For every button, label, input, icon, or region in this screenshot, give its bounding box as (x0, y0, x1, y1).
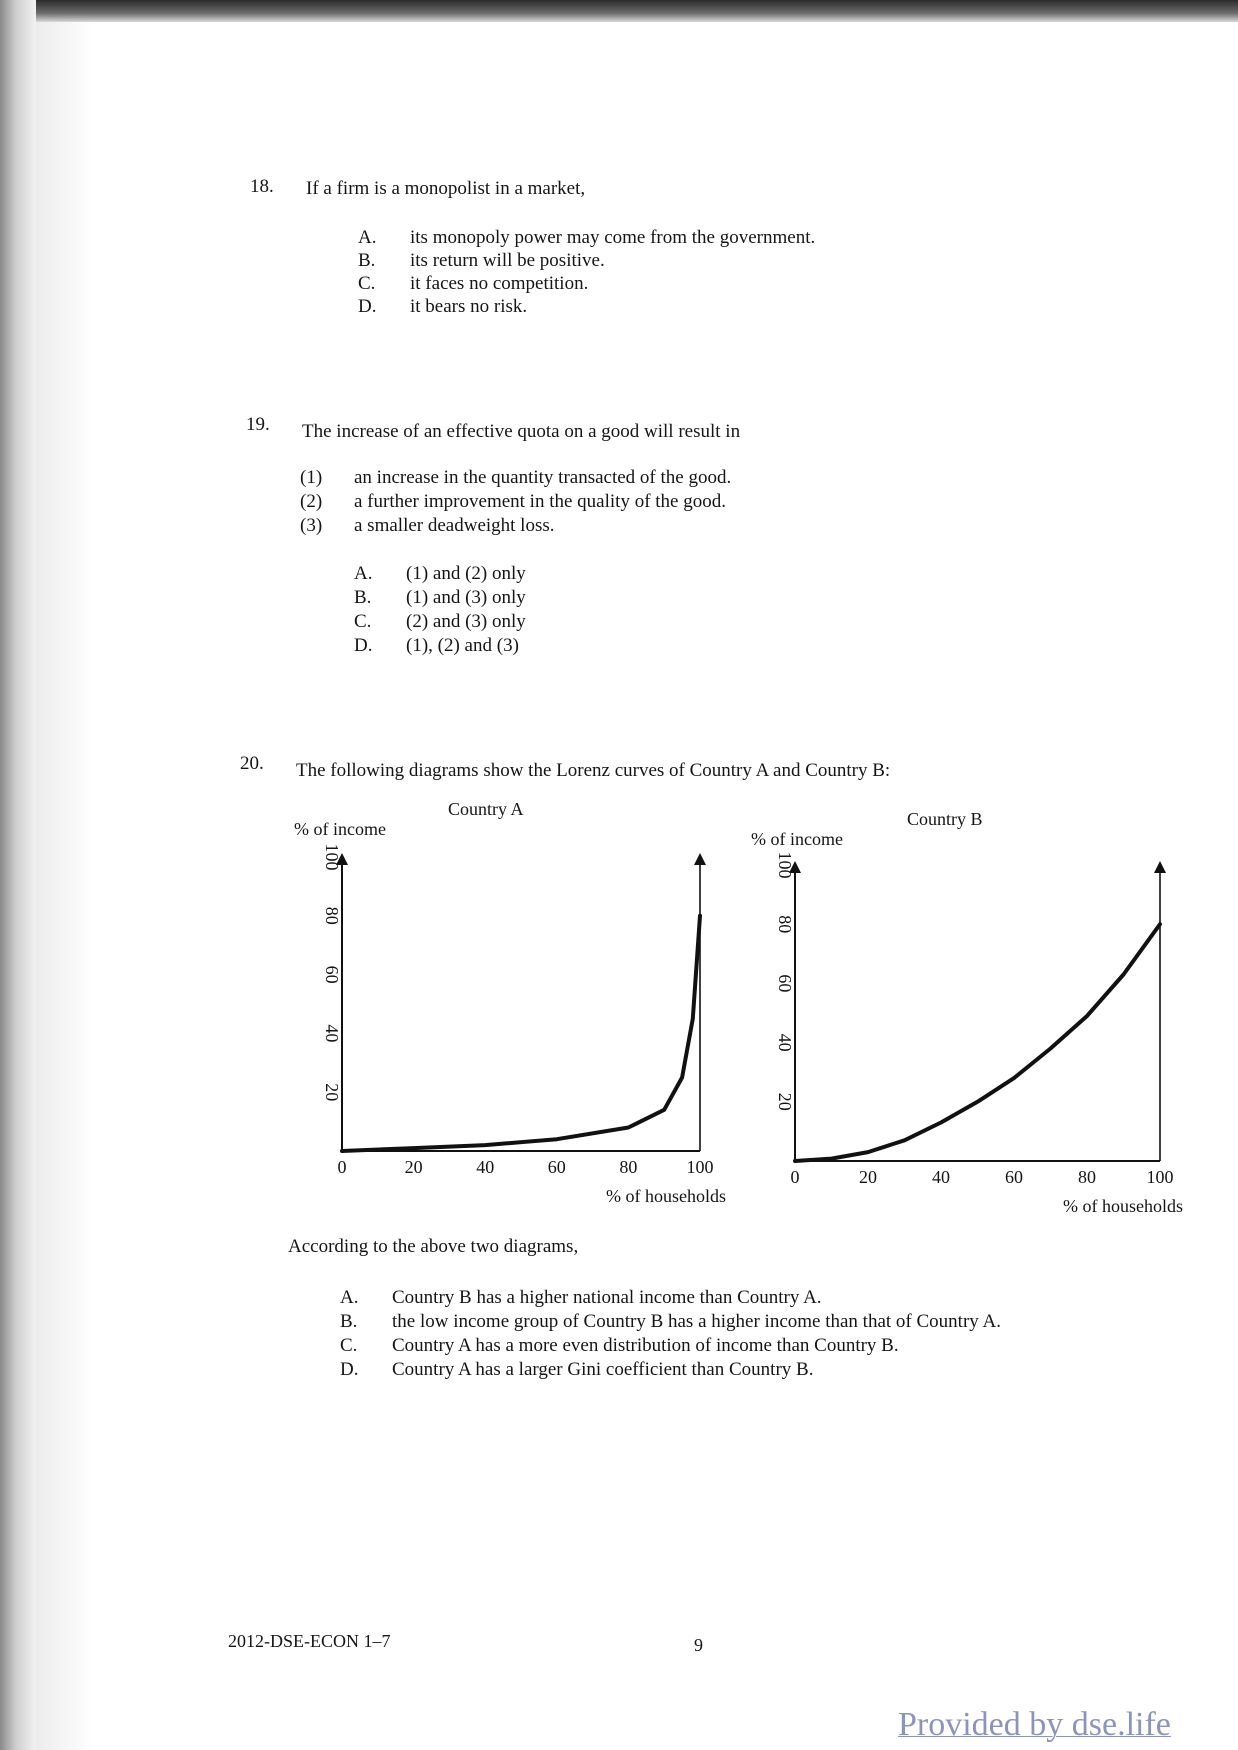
q20-option-c (340, 1334, 899, 1357)
statement-text: a further improvement in the quality of the good. (354, 491, 726, 512)
x-tick-label: 0 (790, 1167, 800, 1187)
chart-b-lorenz-curve (795, 924, 1160, 1161)
x-tick-label: 100 (1146, 1167, 1174, 1187)
x-tick-label: 60 (1005, 1167, 1023, 1187)
y-tick-label: 60 (775, 974, 795, 993)
option-text: its monopoly power may come from the government. (410, 227, 816, 248)
q19-statement-3 (300, 514, 555, 537)
option-text: Country A has a more even distribution of income than Country B. (392, 1335, 899, 1356)
chart-b-x-axis-label: % of households (1063, 1196, 1183, 1216)
y-tick-label: 80 (775, 915, 795, 934)
footer-page-number: 9 (694, 1635, 703, 1655)
option-text: Country B has a higher national income than Country A. (392, 1287, 822, 1308)
y-tick-label: 40 (775, 1033, 795, 1052)
option-text: Country A has a larger Gini coefficient than Country B. (392, 1359, 814, 1380)
x-tick-label: 40 (476, 1157, 495, 1177)
chart-b-right-arrow (1154, 861, 1166, 873)
option-letter: B. (358, 250, 376, 271)
lorenz-chart-country-b (735, 805, 1225, 1225)
option-text: (1) and (2) only (406, 563, 526, 584)
lorenz-chart-country-a (280, 795, 760, 1215)
option-text: it bears no risk. (410, 296, 528, 317)
x-tick-label: 60 (547, 1157, 566, 1177)
option-text: (2) and (3) only (406, 611, 526, 632)
statement-label: (3) (300, 515, 323, 536)
q19-statement-1 (300, 466, 731, 489)
scan-edge-top (0, 0, 1238, 22)
chart-a-right-arrow (694, 853, 706, 865)
y-tick-label: 60 (322, 965, 342, 984)
q20-option-d (340, 1358, 813, 1381)
q19-statement-2 (300, 490, 726, 513)
y-tick-label: 20 (775, 1092, 795, 1111)
y-tick-label: 40 (322, 1024, 342, 1043)
x-tick-label: 40 (932, 1167, 950, 1187)
x-tick-label: 80 (1078, 1167, 1096, 1187)
chart-a-x-axis-label: % of households (606, 1186, 726, 1206)
scan-shadow-left (36, 22, 94, 1750)
option-letter: A. (354, 563, 373, 584)
q18-stem: If a firm is a monopolist in a market, (306, 178, 586, 199)
option-letter: D. (358, 296, 377, 317)
chart-b-y-axis-label: % of income (751, 829, 843, 849)
footer-exam-code: 2012-DSE-ECON 1–7 (228, 1631, 391, 1651)
x-tick-label: 80 (619, 1157, 638, 1177)
option-text: the low income group of Country B has a higher income than that of Country A. (392, 1311, 1001, 1332)
y-tick-label: 20 (322, 1083, 342, 1102)
q19-stem: The increase of an effective quota on a good will result in (302, 421, 741, 442)
chart-a-title: Country A (448, 799, 524, 819)
scan-edge-left (0, 0, 36, 1750)
y-tick-label: 100 (775, 851, 795, 879)
q19-option-b (354, 586, 526, 609)
x-tick-label: 100 (686, 1157, 714, 1177)
q18-option-b (358, 249, 605, 272)
q20-stem: The following diagrams show the Lorenz curves of Country A and Country B: (296, 760, 891, 781)
option-letter: B. (354, 587, 372, 608)
x-tick-label: 0 (337, 1157, 347, 1177)
statement-label: (1) (300, 467, 323, 488)
option-letter: C. (358, 273, 376, 294)
q20-option-b (340, 1310, 1001, 1333)
q20-after-text: According to the above two diagrams, (288, 1236, 579, 1257)
q20-option-a (340, 1286, 822, 1309)
chart-a-y-axis-label: % of income (294, 819, 386, 839)
statement-text: a smaller deadweight loss. (354, 515, 555, 536)
x-tick-label: 20 (859, 1167, 877, 1187)
watermark-link[interactable]: Provided by dse.life (898, 1706, 1171, 1743)
q19-option-c (354, 610, 526, 633)
option-letter: D. (354, 635, 373, 656)
q18-number: 18. (250, 176, 274, 197)
option-letter: A. (340, 1287, 359, 1308)
q19-option-a (354, 562, 526, 585)
option-letter: D. (340, 1359, 359, 1380)
y-tick-label: 80 (322, 906, 342, 925)
q18-option-a (358, 226, 815, 249)
option-text: (1), (2) and (3) (406, 635, 519, 656)
y-tick-label: 100 (322, 843, 342, 871)
q18-option-c (358, 272, 588, 295)
option-text: (1) and (3) only (406, 587, 526, 608)
q18-option-d (358, 295, 527, 318)
chart-a-lorenz-curve (342, 916, 700, 1151)
q19-option-d (354, 634, 519, 657)
chart-b-title: Country B (907, 809, 983, 829)
option-letter: C. (354, 611, 372, 632)
option-letter: A. (358, 227, 377, 248)
q19-number: 19. (246, 414, 270, 435)
statement-text: an increase in the quantity transacted of the good. (354, 467, 732, 488)
q20-number: 20. (240, 753, 264, 774)
option-letter: B. (340, 1311, 358, 1332)
x-tick-label: 20 (404, 1157, 423, 1177)
option-text: it faces no competition. (410, 273, 589, 294)
option-text: its return will be positive. (410, 250, 605, 271)
option-letter: C. (340, 1335, 358, 1356)
statement-label: (2) (300, 491, 323, 512)
